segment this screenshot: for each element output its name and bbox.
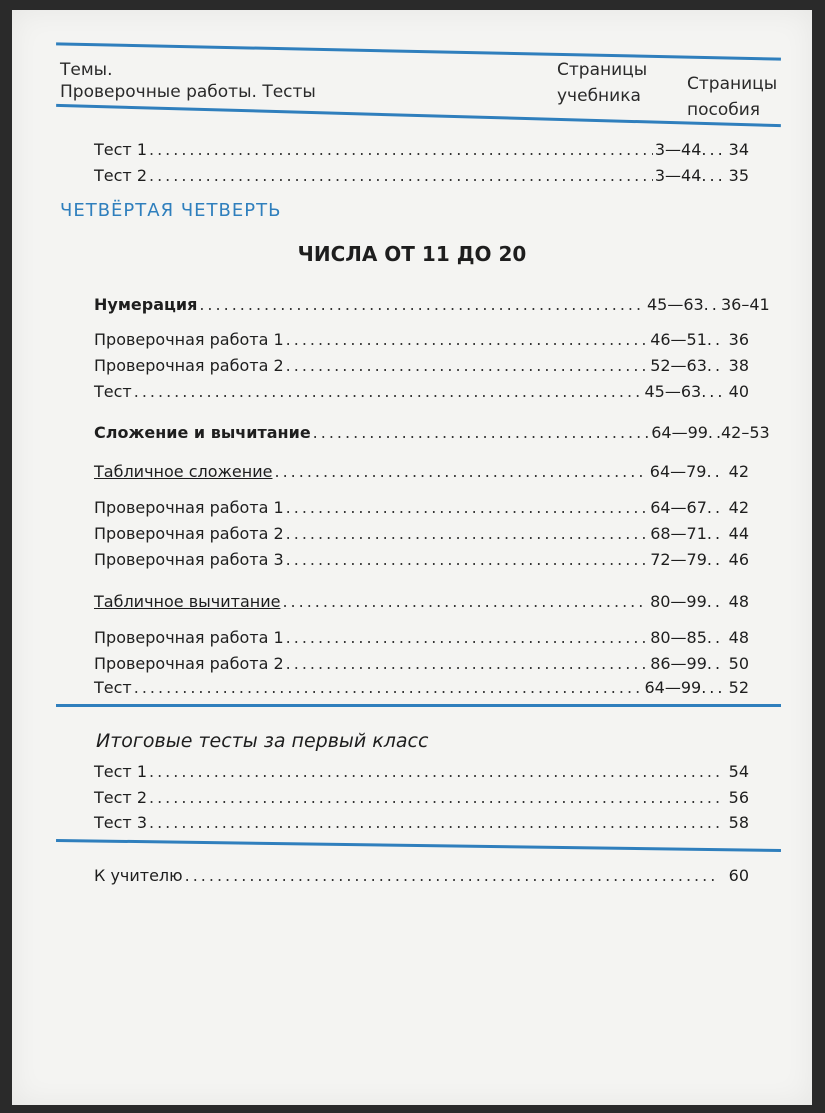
leader-dots — [286, 498, 649, 517]
guide-page: 46 — [728, 550, 749, 569]
leader-dots — [706, 462, 721, 481]
guide-page: 38 — [728, 356, 749, 375]
toc-row — [94, 550, 749, 574]
toc-row — [94, 356, 749, 380]
header-guide-pages-line2: пособия — [687, 100, 761, 120]
leader-dots — [707, 498, 721, 517]
toc-row — [94, 382, 749, 406]
book-pages: 52—63 — [650, 356, 707, 375]
toc-label: Проверочная работа 2 — [94, 524, 284, 543]
guide-page: 56 — [728, 788, 749, 807]
toc-label: Тест 1 — [94, 140, 147, 159]
guide-page: 34 — [728, 140, 749, 159]
header-book-pages-line1: Страницы — [557, 60, 648, 80]
toc-row — [94, 140, 749, 164]
leader-dots — [149, 166, 653, 185]
toc-label: Тест 2 — [94, 788, 147, 807]
leader-dots — [134, 382, 643, 401]
guide-page: 60 — [728, 866, 749, 885]
quarter-title: ЧЕТВЁРТАЯ ЧЕТВЕРТЬ — [60, 200, 282, 221]
guide-page: 58 — [728, 813, 749, 832]
header-rule — [56, 104, 781, 127]
guide-page: 36 — [728, 330, 749, 349]
leader-dots — [707, 524, 721, 543]
leader-dots — [286, 356, 649, 375]
guide-page: 48 — [728, 592, 749, 611]
bottom-rule — [56, 839, 781, 852]
toc-row — [94, 462, 749, 486]
final-tests-title: Итоговые тесты за первый класс — [96, 730, 429, 752]
leader-dots — [274, 462, 647, 481]
toc-row — [94, 498, 749, 522]
toc-label: Тест — [94, 382, 132, 401]
book-pages: 64—67 — [650, 498, 707, 517]
guide-page: 35 — [728, 166, 749, 185]
toc-label: Табличное сложение — [94, 462, 273, 481]
book-pages: 86—99 — [650, 654, 707, 673]
toc-label: Тест 1 — [94, 762, 147, 781]
toc-label: Табличное вычитание — [94, 592, 281, 611]
leader-dots — [286, 524, 649, 543]
top-rule — [56, 42, 781, 60]
guide-page: 52 — [728, 678, 749, 697]
header-book-pages-line2: учебника — [557, 86, 641, 106]
toc-label: Проверочная работа 3 — [94, 550, 284, 569]
leader-dots — [701, 140, 721, 159]
header-guide-pages-line1: Страницы — [687, 74, 778, 94]
toc-row — [94, 628, 749, 652]
guide-page: 54 — [728, 762, 749, 781]
toc-row — [94, 813, 749, 837]
guide-page: 42–53 — [721, 423, 770, 442]
guide-page: 36–41 — [721, 295, 770, 314]
toc-label: Тест 3 — [94, 813, 147, 832]
toc-row — [94, 654, 749, 678]
leader-dots — [707, 330, 721, 349]
toc-label: Проверочная работа 2 — [94, 654, 284, 673]
guide-page: 44 — [728, 524, 749, 543]
leader-dots — [704, 295, 721, 314]
leader-dots — [707, 628, 721, 647]
toc-row — [94, 330, 749, 354]
leader-dots — [282, 592, 648, 611]
toc-label: Проверочная работа 1 — [94, 628, 284, 647]
leader-dots — [707, 592, 721, 611]
leader-dots — [149, 813, 719, 832]
toc-label: Проверочная работа 1 — [94, 330, 284, 349]
section-rule — [56, 704, 781, 707]
leader-dots — [286, 330, 649, 349]
header-topics-line2: Проверочные работы. Тесты — [60, 82, 316, 102]
guide-page: 50 — [728, 654, 749, 673]
toc-row — [94, 295, 770, 319]
leader-dots — [149, 788, 719, 807]
toc-label: Сложение и вычитание — [94, 423, 311, 442]
toc-label: Тест — [94, 678, 132, 697]
toc-label: Тест 2 — [94, 166, 147, 185]
toc-row — [94, 788, 749, 812]
toc-label: Проверочная работа 2 — [94, 356, 284, 375]
toc-label: Нумерация — [94, 295, 198, 314]
book-pages: 45—63 — [646, 295, 704, 314]
guide-page: 40 — [728, 382, 749, 401]
book-pages: 46—51 — [650, 330, 707, 349]
leader-dots — [708, 423, 721, 442]
book-pages: 45—63 — [644, 382, 702, 401]
leader-dots — [707, 356, 721, 375]
toc-label: К учителю — [94, 866, 183, 885]
book-pages: 80—85 — [650, 628, 707, 647]
leader-dots — [701, 166, 721, 185]
leader-dots — [149, 140, 653, 159]
book-pages: 64—99 — [644, 678, 702, 697]
leader-dots — [707, 654, 721, 673]
guide-page: 42 — [728, 498, 749, 517]
toc-row — [94, 166, 749, 190]
page — [12, 10, 812, 1105]
book-pages: 80—99 — [650, 592, 707, 611]
toc-row — [94, 678, 749, 702]
leader-dots — [185, 866, 719, 885]
leader-dots — [313, 423, 650, 442]
leader-dots — [701, 678, 721, 697]
toc-row — [94, 423, 770, 447]
leader-dots — [134, 678, 643, 697]
guide-page: 48 — [728, 628, 749, 647]
book-pages: 3—44 — [654, 140, 702, 159]
book-pages: 68—71 — [650, 524, 707, 543]
toc-row — [94, 592, 749, 616]
book-pages: 3—44 — [654, 166, 702, 185]
toc-row — [94, 524, 749, 548]
section-title: ЧИСЛА ОТ 11 ДО 20 — [297, 242, 527, 266]
leader-dots — [286, 628, 649, 647]
leader-dots — [199, 295, 645, 314]
leader-dots — [701, 382, 721, 401]
toc-row — [94, 762, 749, 786]
toc-row — [94, 866, 749, 890]
book-pages: 64—79 — [649, 462, 707, 481]
toc-label: Проверочная работа 1 — [94, 498, 284, 517]
book-pages: 72—79 — [650, 550, 707, 569]
book-pages: 64—99 — [651, 423, 708, 442]
leader-dots — [286, 654, 649, 673]
leader-dots — [149, 762, 719, 781]
leader-dots — [707, 550, 721, 569]
header-topics-line1: Темы. — [60, 60, 113, 80]
guide-page: 42 — [728, 462, 749, 481]
leader-dots — [286, 550, 649, 569]
